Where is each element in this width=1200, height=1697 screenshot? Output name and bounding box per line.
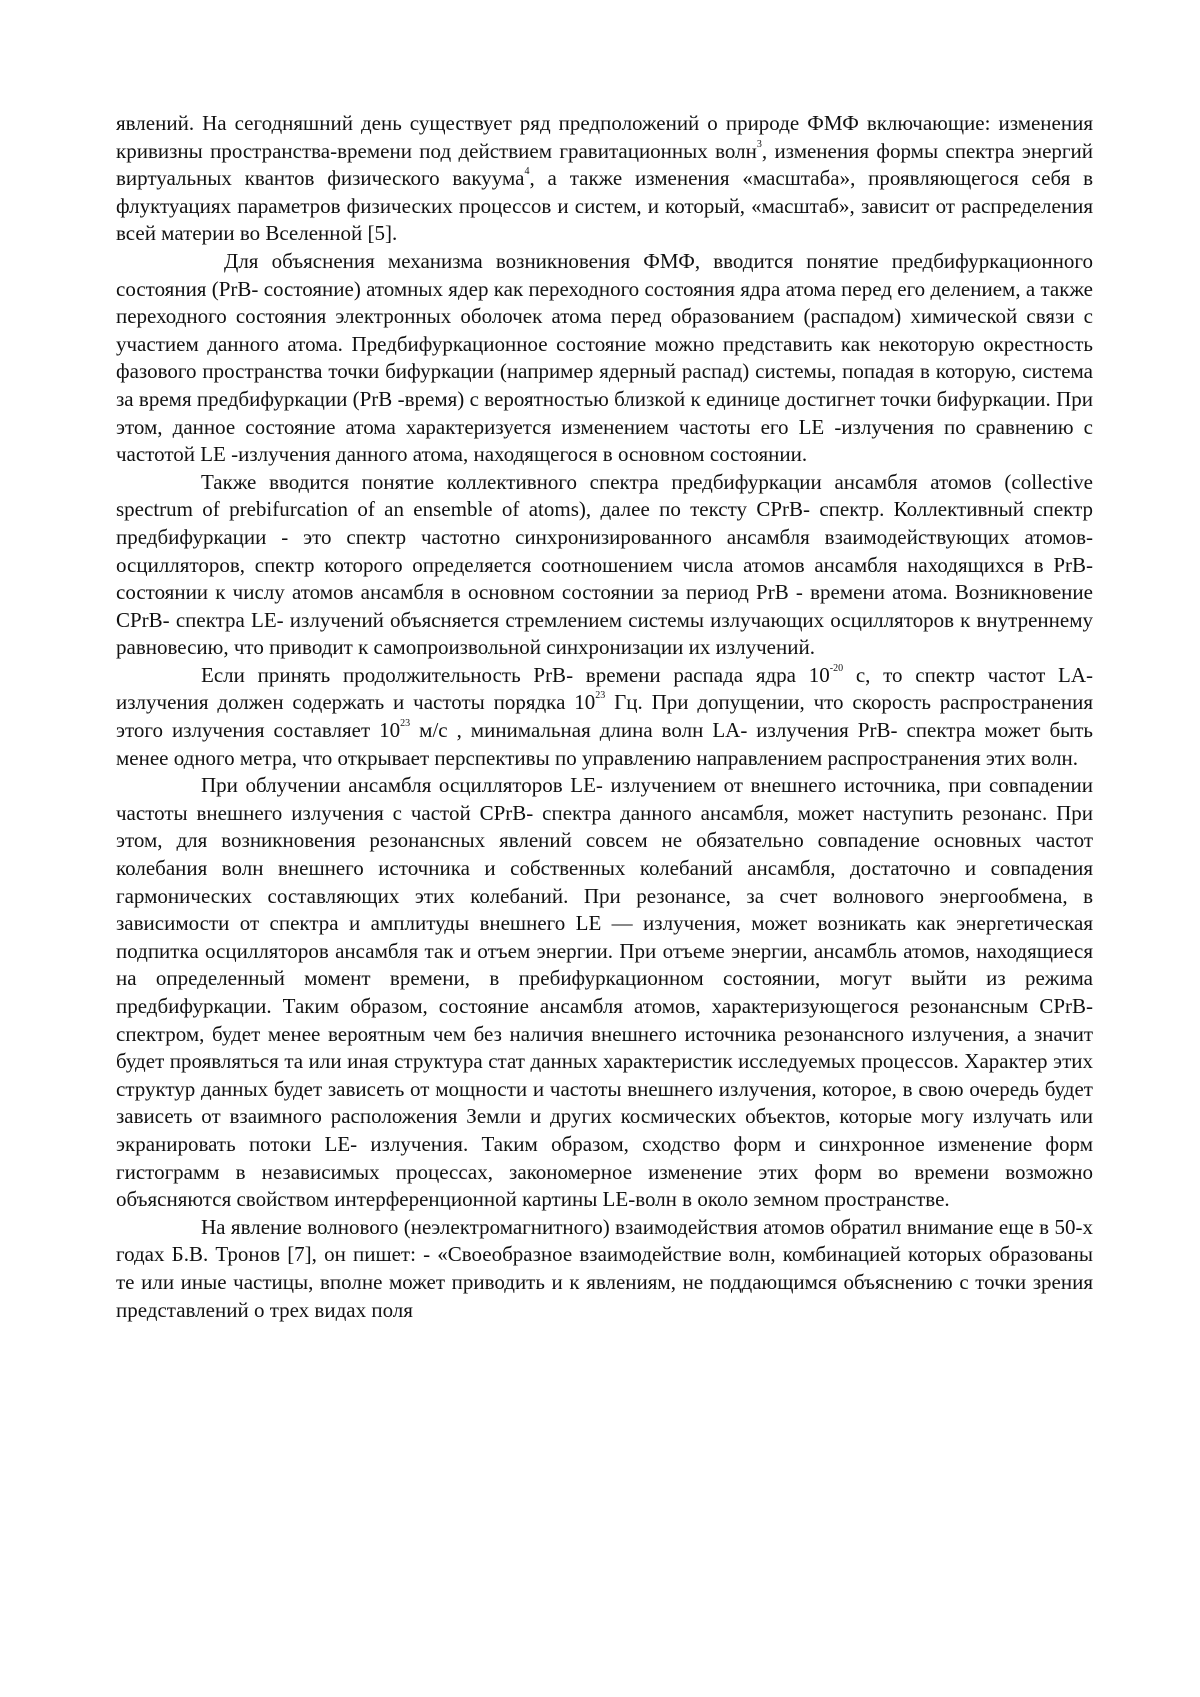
footnote-ref-3: 3 [756,138,762,150]
document-page [116,110,1093,1324]
paragraph-1-text-b: , изменения формы спектра энергий виртуальных квантов физического вакуума [116,138,1093,191]
footnote-ref-4: 4 [524,166,530,178]
paragraph-4-text-c: Гц. При допущении, что скорость распространения этого излучения составляет 10 [116,690,1093,743]
paragraph-2: Для объяснения механизма возникновения ФМФ, вводится понятие предбифуркационного состояния (PrB- состояние) атомных ядер как переходного состояния ядра атома перед его делением, а также переходного состояния электронных оболочек атома перед образованием (распадом) химической связи с участием данного атома. Предбифуркационное состояние можно представить как некоторую окрестность фазового пространства точки бифуркации (например ядерный распад) системы, попадая в которую, система за время предбифуркации (PrB -время) с вероятностью близкой к единице достигнет точки бифуркации. При этом, данное состояние атома характеризуется изменением частоты его LE -излучения по сравнению с частотой LE -излучения данного атома, находящегося в основном состоянии. [116,248,1093,467]
exponent-23-frequency: 23 [595,690,606,702]
paragraph-1 [116,110,1093,248]
paragraph-4-text-d: м/с , минимальная длина волн LA- излучения PrB- спектра может быть менее одного метра, что открывает перспективы по управлению направлением распространения этих волн. [116,718,1094,770]
paragraph-5: При облучении ансамбля осцилляторов LE- излучением от внешнего источника, при совпадении частоты внешнего излучения с частой CPrB- спектра данного ансамбля, может наступить резонанс. При этом, для возникновения резонансных явлений совсем не обязательно совпадение основных частот колебания волн внешнего источника и собственных колебаний ансамбля, достаточно и совпадения гармонических составляющих этих колебаний. При резонансе, за счет волнового энергообмена, в зависимости от спектра и амплитуды внешнего LE — излучения, может возникать как энергетическая подпитка осцилляторов ансамбля так и отъем энергии. При отъеме энергии, ансамбль атомов, находящиеся на определенный момент времени, в пребифуркационном состоянии, могут выйти из режима предбифуркации. Таким образом, состояние ансамбля атомов, характеризующегося резонансным CPrB- спектром, будет менее вероятным чем без наличия внешнего источника резонансного излучения, а значит будет проявляться та или иная структура стат данных характеристик исследуемых процессов. Характер этих структур данных будет зависеть от мощности и частоты внешнего излучения, которое, в свою очередь будет зависеть от взаимного расположения Земли и других космических объектов, которые могу излучать или экранировать потоки LE- излучения. Таким образом, сходство форм и синхронное изменение форм гистограмм в независимых процессах, закономерное изменение этих форм во времени возможно объясняются свойством интерференционной картины LE-волн в около земном пространстве. [116,773,1093,1212]
exponent-minus-20: -20 [829,662,844,674]
paragraph-1-text-c: , а также изменения «масштаба», проявляющегося себя в флуктуациях параметров физических процессов и систем, и который, «масштаб», зависит от распределения всей материи во Вселенной [5]. [116,166,1093,246]
paragraph-1-text-a: явлений. На сегодняшний день существует ряд предположений о природе ФМФ включающие: изменения кривизны пространства-времени под действием гравитационных волн [116,111,1093,163]
paragraph-4-text-a: Если принять продолжительность PrB- времени распада ядра 10 [201,662,830,687]
exponent-23-speed: 23 [400,718,411,730]
paragraph-4 [116,662,1093,772]
paragraph-6: На явление волнового (неэлектромагнитного) взаимодействия атомов обратил внимание еще в 50-х годах Б.В. Тронов [7], он пишет: - «Своеобразное взаимодействие волн, комбинацией которых образованы те или иные частицы, вполне может приводить и к явлениям, не поддающимся объяснению с точки зрения представлений о трех видах поля [116,1214,1093,1322]
paragraph-4-text-b: с, то спектр частот LA- излучения должен содержать и частоты порядка 10 [116,662,1093,715]
paragraph-3: Также вводится понятие коллективного спектра предбифуркации ансамбля атомов (collective spectrum of prebifurcation of an ensemble of atoms), далее по тексту CPrB- спектр. Коллективный спектр предбифуркации - это спектр частотно синхронизированного ансамбля взаимодействующих атомов-осцилляторов, спектр которого определяется соотношением числа атомов ансамбля находящихся в PrB- состоянии к числу атомов ансамбля в основном состоянии за период PrB - времени атома. Возникновение CPrB- спектра LE- излучений объясняется стремлением системы излучающих осцилляторов к внутреннему равновесию, что приводит к самопроизвольной синхронизации их излучений. [116,469,1093,660]
